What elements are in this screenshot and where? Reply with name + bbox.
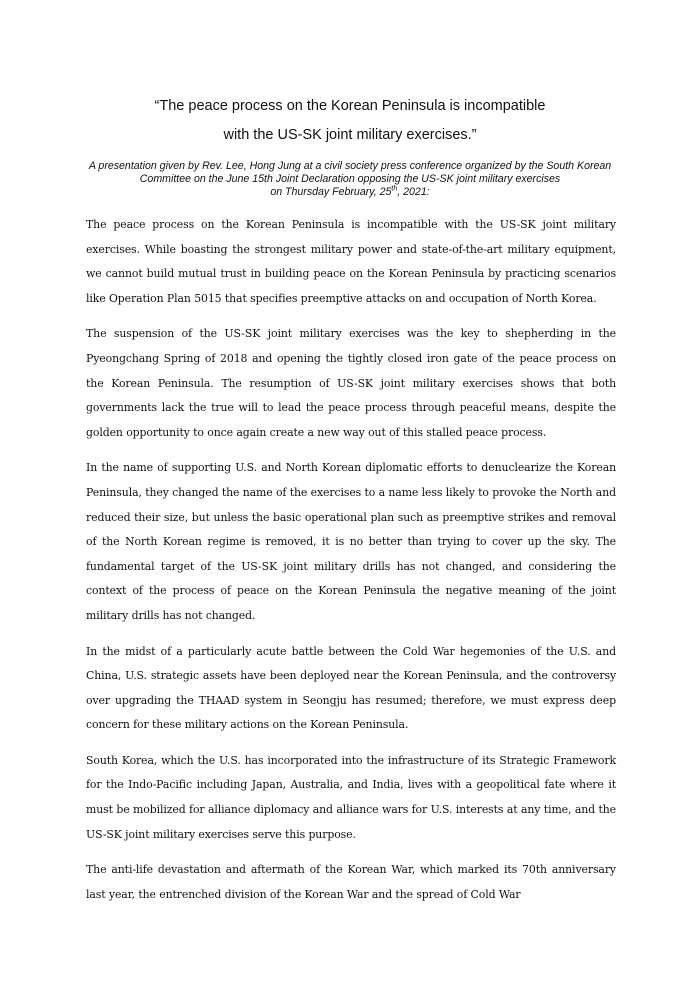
document-title-line-2: with the US-SK joint military exercises.” [223, 127, 477, 143]
subtitle-line-3 [70, 186, 630, 199]
body-paragraph-4: In the midst of a particularly acute battle between the Cold War hegemonies of the U.S. and China, U.S. strategic assets have been deployed near the Korean Peninsula, and the controversy over upgrading the THAAD system in Seongju has resumed; therefore, we must express deep concern for these military actions on the Korean Peninsula. [86, 644, 616, 732]
body-paragraph-1: The peace process on the Korean Peninsula is incompatible with the US-SK joint military exercises. While boasting the strongest military power and state-of-the-art military equipment, we cannot build mutual trust in building peace on the Korean Peninsula by practicing scenarios like Operation Plan 5015 that specifies preemptive attacks on and occupation of North Korea. [86, 218, 616, 305]
subtitle-line-1: A presentation given by Rev. Lee, Hong Jung at a civil society press conference organized by the South Korean [88, 160, 612, 172]
body-paragraph-6: The anti-life devastation and aftermath of the Korean War, which marked its 70th anniversary last year, the entrenched division of the Korean War and the spread of Cold War [86, 863, 616, 901]
subtitle-line-2: Committee on the June 15th Joint Declaration opposing the US-SK joint military exercises [139, 173, 561, 185]
subtitle-date-suffix: , 2021: [397, 186, 430, 198]
subtitle-date-prefix: on Thursday February, 25 [270, 186, 392, 198]
presentation-subtitle [70, 160, 630, 199]
body-paragraph-3: In the name of supporting U.S. and North Korean diplomatic efforts to denuclearize the Korean Peninsula, they changed the name of the exercises to a name less likely to provoke the North and reduced their size, but unless the basic operational plan such as preemptive strikes and removal of the North Korean regime is removed, it is no better than trying to cover up the sky. The fundamental target of the US-SK joint military drills has not changed, and considering the context of the process of peace on the Korean Peninsula the negative meaning of the joint military drills has not changed. [86, 461, 616, 622]
body-paragraph-2: The suspension of the US-SK joint military exercises was the key to shepherding in the Pyeongchang Spring of 2018 and opening the tightly closed iron gate of the peace process on the Korean Peninsula. The resumption of US-SK joint military exercises shows that both governments lack the true will to lead the peace process through peaceful means, despite the golden opportunity to once again create a new way out of this stalled peace process. [86, 327, 616, 439]
body-paragraph-5: South Korea, which the U.S. has incorporated into the infrastructure of its Strategic Framework for the Indo-Pacific including Japan, Australia, and India, lives with a geopolitical fate where it must be mobilized for alliance diplomacy and alliance wars for U.S. interests at any time, and the US-SK joint military exercises serve this purpose. [86, 753, 616, 841]
document-body [86, 213, 616, 918]
subtitle-date-superscript: th [391, 185, 398, 193]
document-title-line-1: “The peace process on the Korean Peninsula is incompatible [154, 98, 546, 114]
